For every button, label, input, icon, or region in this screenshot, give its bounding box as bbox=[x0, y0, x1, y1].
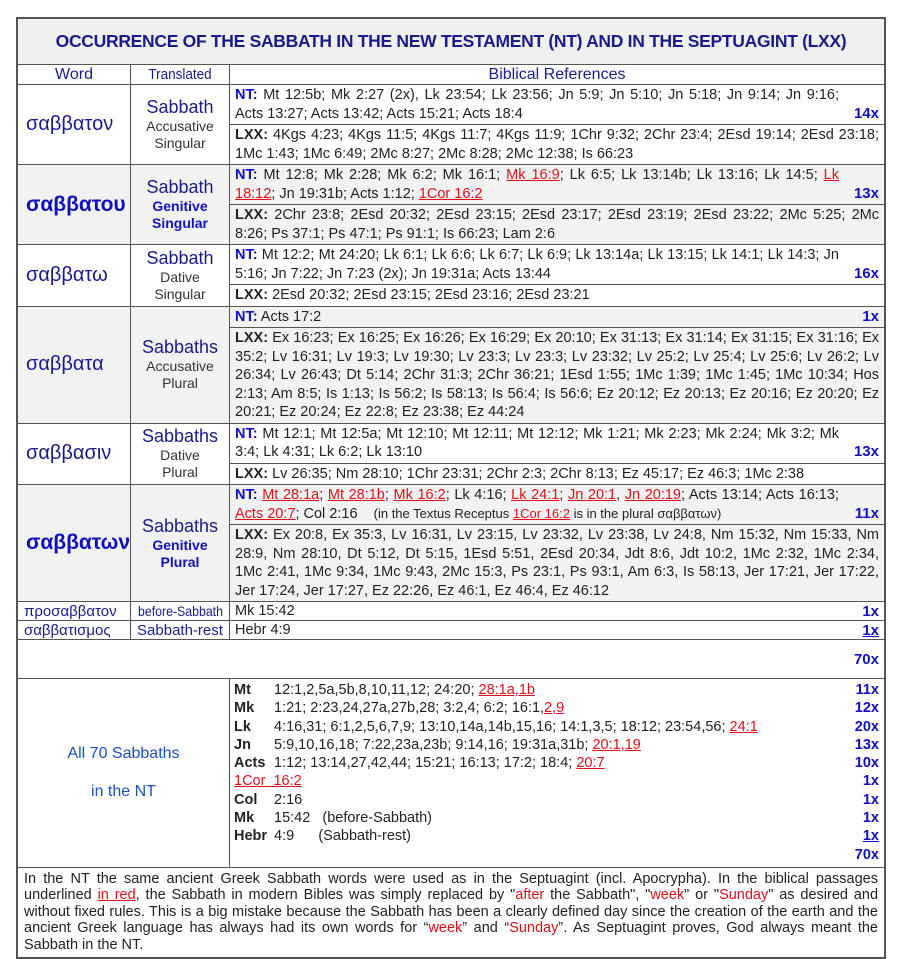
text-segment: ; Lk 6:5; Lk 13:14b; Lk 13:16; Lk 14:5; bbox=[559, 167, 824, 183]
underlined-reference-link[interactable]: 20:7 bbox=[576, 755, 605, 772]
lxx-text: 4Kgs 4:23; 4Kgs 11:5; 4Kgs 11:7; 4Kgs 11:9; 1Chr 9:32; 2Chr 23:4; 2Esd 19:14; 2Esd 23:18; 1Mc 1:43; 1Mc 6:49; 2Mc 8:27; 2Mc 8:28; 2Mc 12:38; Is 66:23 bbox=[235, 127, 880, 162]
summary-book-row bbox=[234, 827, 879, 845]
nt-count-badge: 13x bbox=[853, 443, 879, 460]
summary-book-row bbox=[234, 772, 879, 790]
header-word: Word bbox=[18, 65, 131, 85]
book-name: Hebr bbox=[234, 828, 268, 845]
total-row bbox=[18, 640, 885, 679]
nt-references bbox=[230, 245, 884, 284]
grammatical-number: Singular bbox=[154, 285, 206, 302]
book-name: Lk bbox=[234, 718, 251, 735]
reference-cell bbox=[230, 621, 885, 640]
nt-label: NT: bbox=[235, 308, 258, 325]
summary-label bbox=[18, 679, 230, 868]
sabbath-occurrence-table bbox=[16, 17, 886, 959]
extra-row-sabbath-rest bbox=[18, 621, 885, 640]
references-cell bbox=[230, 165, 885, 245]
summary-total-row bbox=[234, 846, 879, 864]
lxx-label: LXX: bbox=[235, 330, 269, 346]
book-count: 1x bbox=[862, 791, 879, 808]
underlined-reference-link[interactable]: Lk 24:1 bbox=[511, 487, 560, 503]
grammatical-case: Accusative bbox=[146, 118, 214, 134]
nt-label: NT: bbox=[235, 167, 258, 183]
english-translation: Sabbaths bbox=[141, 515, 219, 536]
nt-count-badge: 16x bbox=[853, 264, 879, 282]
translation-cell bbox=[131, 306, 230, 423]
main-table bbox=[17, 18, 885, 958]
text-segment: 2:16 bbox=[274, 791, 303, 808]
text-segment: 1:21; 2:23,24,27a,27b,28; 3:2,4; 6:2; 16:1, bbox=[274, 700, 545, 717]
nt-label: NT: bbox=[235, 87, 258, 103]
translation-cell bbox=[131, 245, 230, 307]
lxx-label: LXX: bbox=[235, 127, 269, 143]
highlighted-word: week bbox=[428, 920, 463, 937]
book-name[interactable]: 1Cor 16:2 bbox=[234, 773, 302, 790]
text-segment: " or " bbox=[684, 887, 720, 904]
text-segment: 15:42 (before-Sabbath) bbox=[274, 810, 432, 827]
greek-word: σαββατων bbox=[18, 485, 131, 602]
text-segment: ” and “ bbox=[462, 920, 510, 937]
underlined-reference-link[interactable]: 20:1,19 bbox=[592, 736, 641, 753]
count-badge: 1x bbox=[862, 622, 879, 639]
lxx-text: Ex 16:23; Ex 16:25; Ex 16:26; Ex 16:29; Ex 20:10; Ex 31:13; Ex 31:14; Ex 31:15; Ex 31:16; Ex 35:2; Lv 16:31; Lv 19:3; Lv 19:30; Lv 23:3; Lv 23:3; Lv 23:32; Lv 25:2; Lv 25:4; Lv 25:6; Lv 26:2; Lv 26:34; Lv 26:43; Dt 5:14; 2Chr 31:3; 2Chr 36:21; 1Esd 1:55; 1Mc 1:39; 1Mc 1:45; 1Mc 10:34; Hos 2:13; Am 8:5; Is 1:13; Is 56:2; Is 58:13; Is 56:4; Is 56:6; Ez 20:12; Ez 20:13; Ez 20:16; Ez 20:20; Ez 20:21; Ez 20:24; Ez 22:8; Ez 23:38; Ez 44:24 bbox=[235, 330, 879, 420]
word-cell: προσαββατον bbox=[18, 602, 131, 621]
greek-word: σαββατα bbox=[18, 306, 131, 423]
text-segment: ; Jn 19:31b; Acts 1:12; bbox=[271, 185, 419, 202]
nt-count-badge: 13x bbox=[853, 184, 879, 202]
summary-label-line2: in the NT bbox=[91, 782, 156, 800]
underlined-reference-link[interactable]: Mk 16:9 bbox=[506, 167, 560, 183]
nt-count-badge: 11x bbox=[854, 504, 879, 522]
book-count: 12x bbox=[854, 700, 879, 717]
book-name: Mk bbox=[234, 810, 255, 827]
english-translation: Sabbaths bbox=[141, 337, 219, 357]
translation-cell bbox=[131, 423, 230, 485]
underlined-reference-link[interactable]: Jn 20:1 bbox=[567, 487, 617, 503]
text-segment: ; bbox=[559, 487, 568, 503]
lxx-references bbox=[230, 524, 884, 601]
book-count: 1x bbox=[862, 810, 879, 827]
lxx-label: LXX: bbox=[235, 207, 269, 223]
note-row bbox=[18, 867, 885, 958]
summary-book-row bbox=[234, 718, 879, 736]
summary-book-row bbox=[234, 736, 879, 754]
english-translation: Sabbath bbox=[146, 97, 214, 117]
highlighted-word: Sunday bbox=[509, 920, 559, 937]
reference-text: Hebr 4:9 bbox=[235, 622, 291, 638]
text-segment: 5:9,10,16,18; 7:22,23a,23b; 9:14,16; 19:31a,31b; bbox=[274, 736, 593, 753]
word-cell: σαββατισμος bbox=[18, 621, 131, 640]
grammatical-case: Dative bbox=[160, 447, 200, 464]
explanatory-note bbox=[18, 867, 885, 958]
nt-references bbox=[230, 424, 884, 463]
greek-word: σαββατον bbox=[18, 85, 131, 165]
header-row bbox=[18, 65, 885, 85]
nt-label: NT: bbox=[235, 487, 258, 503]
book-count: 10x bbox=[854, 755, 879, 772]
book-name: Mk bbox=[234, 700, 255, 717]
references-cell bbox=[230, 245, 885, 307]
text-segment: In the NT the same ancient Greek Sabbath words were used as in the Septuagint (incl. Apocrypha). In the biblical passages underlined bbox=[24, 870, 883, 904]
textus-receptus-note: is in the plural σαββατων) bbox=[569, 505, 722, 521]
grammatical-case: Genitive bbox=[152, 536, 208, 553]
header-translated: Translated bbox=[131, 65, 230, 85]
underlined-reference-link[interactable]: Mk 16:2 bbox=[393, 487, 446, 503]
header-references: Biblical References bbox=[230, 65, 885, 85]
translation-cell bbox=[131, 165, 230, 245]
verse-list bbox=[302, 772, 839, 790]
total-count: 70x bbox=[853, 650, 879, 668]
text-segment: Mt 12:1; Mt 12:5a; Mt 12:10; Mt 12:11; Mt 12:12; Mk 1:21; Mk 2:23; Mk 2:24; Mk 3:2; Mk 3:4; Lk 4:31; Lk 6:2; Lk 13:10 bbox=[235, 425, 844, 460]
nt-references bbox=[230, 307, 884, 328]
summary-book-row bbox=[234, 681, 879, 699]
references-cell bbox=[230, 423, 885, 485]
table-title: OCCURRENCE OF THE SABBATH IN THE NEW TESTAMENT (NT) AND IN THE SEPTUAGINT (LXX) bbox=[18, 19, 885, 65]
nt-count-badge: 14x bbox=[853, 104, 879, 122]
word-row-σαββασιν bbox=[18, 423, 885, 485]
verse-list bbox=[274, 718, 839, 736]
lxx-references bbox=[230, 204, 884, 244]
lxx-label: LXX: bbox=[235, 287, 269, 303]
lxx-references bbox=[230, 327, 884, 423]
lxx-references bbox=[230, 124, 884, 164]
grammatical-number: Plural bbox=[160, 553, 200, 570]
summary-book-row bbox=[234, 754, 879, 772]
word-rows bbox=[18, 85, 885, 602]
summary-book-row bbox=[234, 699, 879, 717]
underlined-reference-link[interactable]: Acts 20:7 bbox=[235, 505, 296, 522]
text-segment: Mt 12:8; Mk 2:28; Mk 6:2; Mk 16:1; bbox=[263, 167, 507, 183]
underlined-reference-link[interactable]: Lk 18:12 bbox=[235, 167, 839, 202]
word-row-σαββατα bbox=[18, 306, 885, 423]
summary-total: 70x bbox=[854, 846, 879, 863]
summary-list bbox=[230, 679, 885, 868]
verse-list bbox=[274, 736, 839, 754]
grammatical-number: Plural bbox=[162, 464, 198, 481]
translation-cell bbox=[131, 485, 230, 602]
greek-word: σαββασιν bbox=[18, 423, 131, 485]
greek-word: σαββατου bbox=[18, 165, 131, 245]
lxx-references bbox=[230, 463, 884, 485]
word-row-σαββατου bbox=[18, 165, 885, 245]
english-translation: Sabbaths bbox=[141, 426, 219, 447]
verse-list bbox=[274, 681, 839, 699]
text-segment: ; bbox=[384, 487, 394, 503]
book-count: 1x bbox=[862, 828, 879, 845]
underlined-reference-link[interactable]: 28:1a,1b bbox=[478, 682, 535, 698]
grammatical-case: Dative bbox=[160, 268, 200, 285]
english-translation: Sabbath bbox=[146, 177, 214, 197]
highlighted-word: after bbox=[515, 887, 545, 904]
book-count: 20x bbox=[854, 718, 879, 735]
text-segment: Mt 12:5b; Mk 2:27 (2x), Lk 23:54; Lk 23:56; Jn 5:9; Jn 5:10; Jn 5:18; Jn 9:14; Jn 9:16; Acts 13:27; Acts 13:42; Acts 15:21; Acts 18:4 bbox=[235, 87, 843, 122]
lxx-label: LXX: bbox=[235, 465, 269, 482]
text-segment: , the Sabbath in modern Bibles was simply replaced by " bbox=[135, 887, 516, 904]
word-row-σαββατον bbox=[18, 85, 885, 165]
nt-label: NT: bbox=[235, 247, 258, 263]
grammatical-number: Singular bbox=[154, 135, 206, 151]
text-segment: 4:16,31; 6:1,2,5,6,7,9; 13:10,14a,14b,15,16; 14:1,3,5; 18:12; 23:54,56; bbox=[274, 718, 730, 735]
count-badge: 1x bbox=[862, 603, 879, 620]
book-name: Col bbox=[234, 791, 258, 808]
nt-count-badge: 1x bbox=[862, 307, 879, 325]
text-segment: 4:9 (Sabbath-rest) bbox=[274, 828, 412, 845]
underlined-reference-link[interactable]: 2,9 bbox=[544, 700, 565, 717]
reference-text: Mk 15:42 bbox=[235, 603, 295, 619]
verse-list bbox=[274, 754, 839, 772]
text-segment: " as desired and without fixed rules. This is a big mistake because the Sabbath has been a clearly defined day since the creation of the earth and the ancient Greek language has always had its own words for “ bbox=[24, 887, 883, 937]
references-cell bbox=[230, 485, 885, 602]
text-segment: 1:12; 13:14,27,42,44; 15:21; 16:13; 17:2; 18:4; bbox=[274, 755, 577, 772]
english-translation: Sabbath bbox=[146, 247, 214, 268]
summary-book-row bbox=[234, 791, 879, 809]
nt-label: NT: bbox=[235, 425, 258, 442]
highlighted-word: Sunday bbox=[719, 887, 769, 904]
textus-receptus-note: (in the Textus Receptus bbox=[373, 505, 513, 521]
references-cell bbox=[230, 306, 885, 423]
underlined-reference-link[interactable]: Jn 20:19 bbox=[624, 487, 682, 503]
underlined-reference-link[interactable]: 1Cor 16:2 bbox=[512, 505, 570, 521]
word-row-σαββατω bbox=[18, 245, 885, 307]
lxx-text: 2Esd 20:32; 2Esd 23:15; 2Esd 23:16; 2Esd 23:21 bbox=[272, 287, 590, 303]
extra-row-before-sabbath bbox=[18, 602, 885, 621]
underlined-reference-link[interactable]: Mt 28:1a bbox=[262, 487, 320, 503]
verse-list bbox=[274, 827, 839, 845]
underlined-reference-link[interactable]: Mt 28:1b bbox=[327, 487, 385, 503]
lxx-text: Ex 20:8, Ex 35:3, Lv 16:31, Lv 23:15, Lv 23:32, Lv 23:38, Lv 24:8, Nm 15:32, Nm 15:33, Nm 28:9, Nm 28:10, Dt 5:12, Dt 5:15, 1Esd 5:51, 2Esd 20:34, Jdt 8:6, Jdt 10:2, 1Mc 2:32, 1Mc 2:34, 1Mc 2:41, 1Mc 9:34, 1Mc 9:43, 2Mc 15:3, Ps 23:1, Ps 93:1, Am 6:3, Is 58:13, Jer 17:21, Jer 17:22, Jer 17:24, Jer 17:27, Ez 22:26, Ez 46:1, Ez 46:4, Ez 46:12 bbox=[235, 527, 879, 599]
translated-cell: Sabbath-rest bbox=[131, 621, 230, 640]
grammatical-case: Accusative bbox=[146, 358, 214, 374]
verse-list bbox=[274, 791, 839, 809]
verse-list bbox=[274, 809, 839, 827]
total-cell bbox=[18, 640, 885, 679]
references-cell bbox=[230, 85, 885, 165]
underlined-reference-link[interactable]: in red bbox=[97, 887, 136, 904]
book-name: Jn bbox=[234, 736, 251, 753]
summary-book-row bbox=[234, 809, 879, 827]
underlined-reference-link[interactable]: 24:1 bbox=[729, 718, 758, 735]
grammatical-number: Plural bbox=[162, 375, 198, 391]
text-segment: Mt 12:2; Mt 24:20; Lk 6:1; Lk 6:6; Lk 6:7; Lk 6:9; Lk 13:14a; Lk 13:15; Lk 14:1; Lk 14:3; Jn 5:16; Jn 7:22; Jn 7:23 (2x); Jn 19:31a; Acts 13:44 bbox=[235, 247, 844, 282]
text-segment: , bbox=[616, 487, 625, 503]
reference-cell bbox=[230, 602, 885, 621]
text-segment: ”. As Septuagint proves, God always meant the Sabbath in the NT. bbox=[24, 920, 883, 953]
lxx-references bbox=[230, 284, 884, 306]
text-segment: ; bbox=[319, 487, 328, 503]
highlighted-word: week bbox=[650, 887, 685, 904]
nt-references bbox=[230, 85, 884, 124]
book-count: 11x bbox=[855, 682, 879, 698]
book-name: Mt bbox=[234, 682, 251, 698]
verse-list bbox=[274, 699, 839, 717]
lxx-label: LXX: bbox=[235, 527, 269, 543]
translation-cell bbox=[131, 85, 230, 165]
translated-cell: before-Sabbath bbox=[137, 603, 223, 619]
text-segment: 12:1,2,5a,5b,8,10,11,12; 24:20; bbox=[274, 682, 479, 698]
nt-references bbox=[230, 485, 884, 524]
book-count: 1x bbox=[862, 773, 879, 790]
text-segment: Acts 17:2 bbox=[260, 308, 322, 325]
greek-word: σαββατω bbox=[18, 245, 131, 307]
grammatical-case: Genitive bbox=[152, 198, 208, 214]
text-segment: ; Acts 13:14; Acts 16:13; bbox=[681, 487, 843, 503]
lxx-text: Lv 26:35; Nm 28:10; 1Chr 23:31; 2Chr 2:3; 2Chr 8:13; Ez 45:17; Ez 46:3; 1Mc 2:38 bbox=[272, 465, 805, 482]
lxx-text: 2Chr 23:8; 2Esd 20:32; 2Esd 23:15; 2Esd 23:17; 2Esd 23:19; 2Esd 23:22; 2Mc 5:25; 2Mc 8:26; Ps 37:1; Ps 47:1; Ps 91:1; Is 66:23; Lam 2:6 bbox=[235, 207, 879, 242]
text-segment: ; Col 2:16 bbox=[295, 505, 374, 522]
book-name: Acts bbox=[234, 755, 266, 772]
grammatical-number: Singular bbox=[151, 215, 208, 231]
word-row-σαββατων bbox=[18, 485, 885, 602]
text-segment: the Sabbath", " bbox=[544, 887, 651, 904]
text-segment: ; Lk 4:16; bbox=[445, 487, 512, 503]
nt-references bbox=[230, 165, 884, 204]
summary-label-line1: All 70 Sabbaths bbox=[67, 744, 180, 762]
book-count: 13x bbox=[854, 736, 879, 753]
underlined-reference-link[interactable]: 1Cor 16:2 bbox=[418, 185, 483, 202]
summary-row bbox=[18, 679, 885, 868]
